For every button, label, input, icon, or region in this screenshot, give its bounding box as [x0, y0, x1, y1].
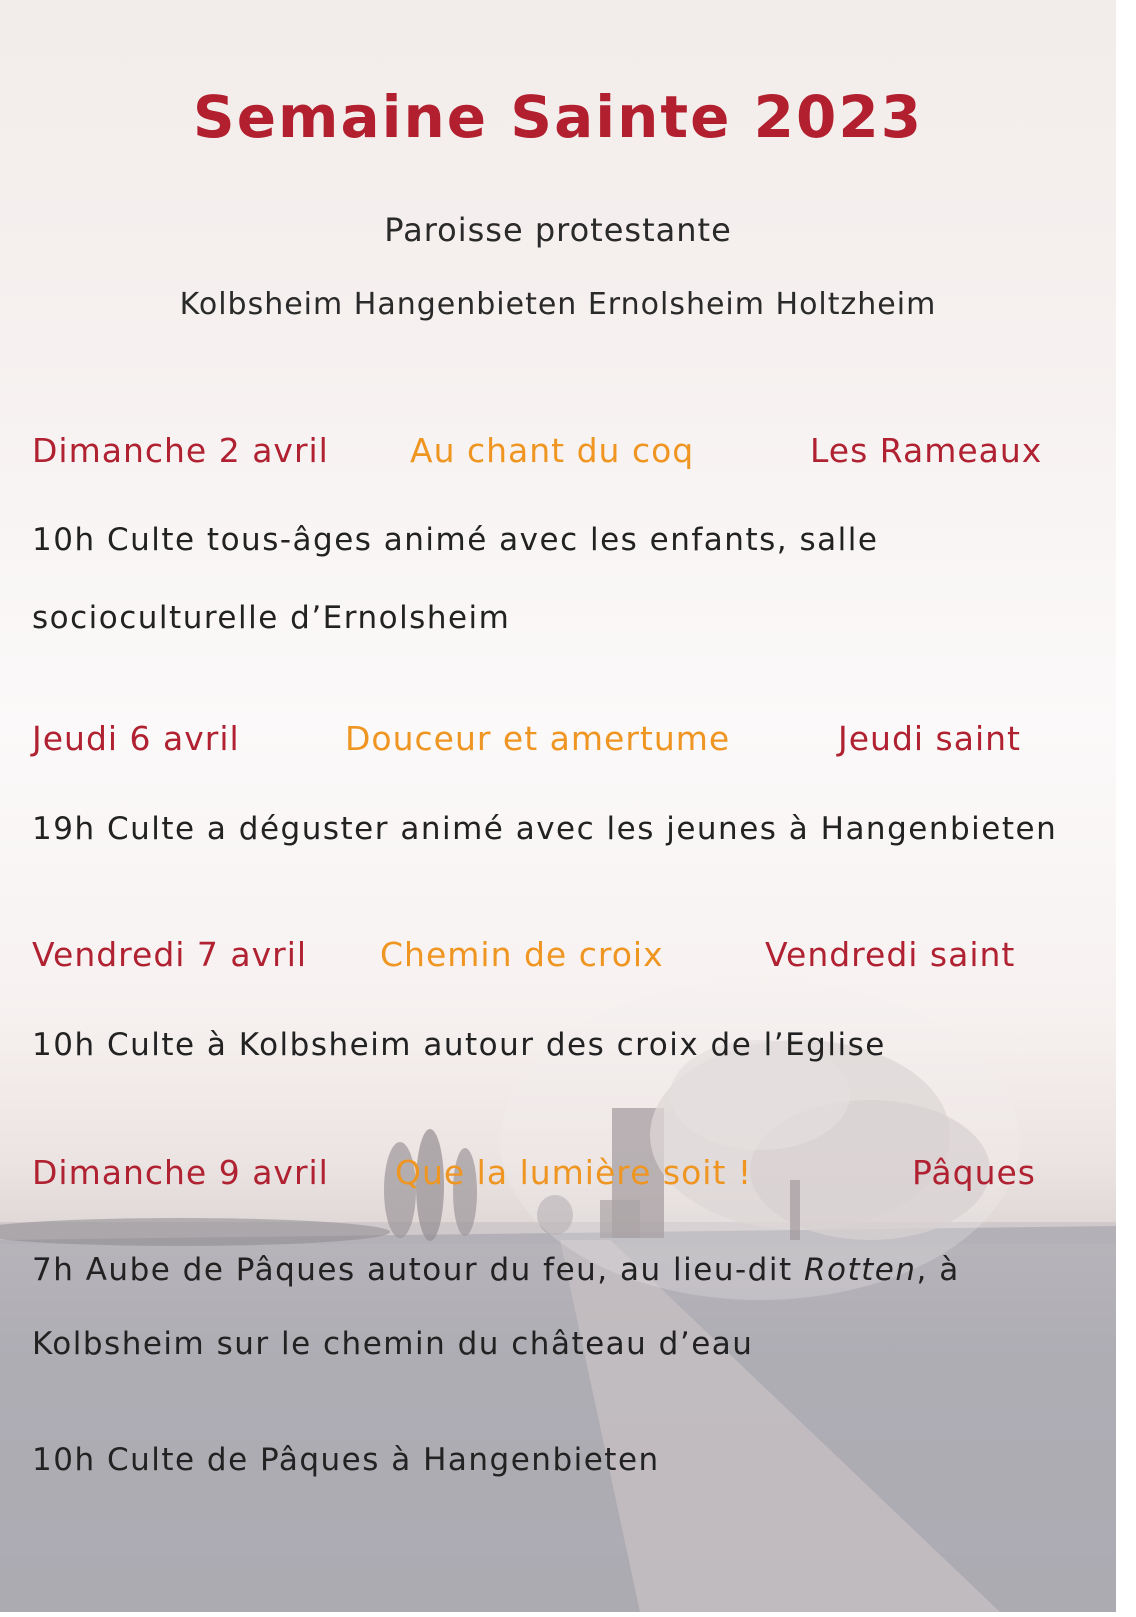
event-detail-line: Kolbsheim sur le chemin du château d’eau: [32, 1326, 754, 1362]
event-celebration: Pâques: [912, 1153, 1036, 1192]
event-day: Vendredi 7 avril: [32, 935, 308, 974]
event-detail-line: 19h Culte a déguster animé avec les jeunes à Hangenbieten: [32, 811, 1058, 847]
event-detail-line: [32, 1252, 960, 1288]
event-detail-line: 10h Culte de Pâques à Hangenbieten: [32, 1442, 660, 1478]
event-celebration: Vendredi saint: [765, 935, 1016, 974]
event-celebration: Les Rameaux: [810, 431, 1043, 470]
event-theme: Au chant du coq: [410, 431, 695, 470]
detail-text: 7h Aube de Pâques autour du feu, au lieu-dit: [32, 1252, 804, 1288]
page-title: Semaine Sainte 2023: [192, 83, 924, 151]
event-day: Dimanche 2 avril: [32, 431, 329, 470]
event-detail-line: 10h Culte à Kolbsheim autour des croix de l’Eglise: [32, 1027, 886, 1063]
place-name-rotten: Rotten: [803, 1252, 917, 1288]
event-day: Jeudi 6 avril: [32, 719, 240, 758]
event-theme: Chemin de croix: [380, 935, 664, 974]
event-detail-line: socioculturelle d’Ernolsheim: [32, 600, 511, 636]
event-day: Dimanche 9 avril: [32, 1153, 329, 1192]
detail-text: , à: [916, 1252, 960, 1288]
page-margin: [1116, 0, 1136, 1617]
parish-subtitle: Paroisse protestante: [384, 211, 732, 249]
event-celebration: Jeudi saint: [838, 719, 1021, 758]
event-theme: Que la lumière soit !: [395, 1153, 753, 1192]
event-detail-line: 10h Culte tous-âges animé avec les enfants, salle: [32, 522, 879, 558]
villages-list: Kolbsheim Hangenbieten Ernolsheim Holtzheim: [179, 287, 937, 322]
event-theme: Douceur et amertume: [345, 719, 731, 758]
